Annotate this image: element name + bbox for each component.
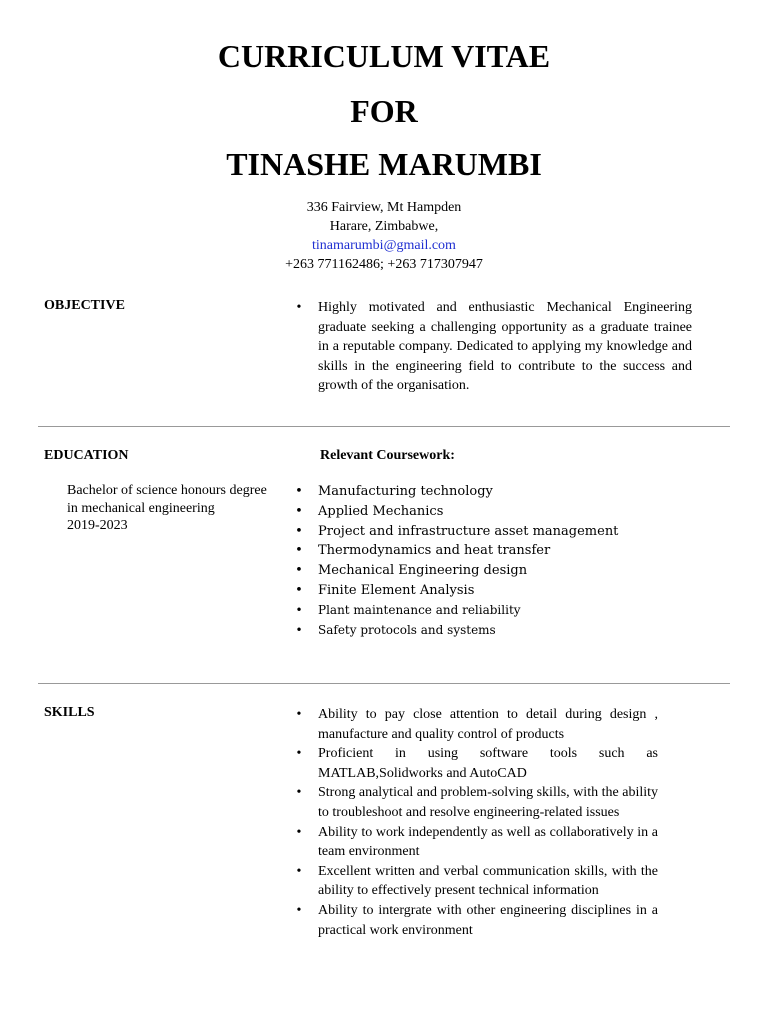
education-heading: EDUCATION: [44, 448, 129, 463]
bullet-icon: •: [295, 563, 303, 579]
objective-list: [294, 298, 692, 396]
coursework-title: Relevant Coursework:: [320, 448, 455, 463]
contact-block: [0, 198, 768, 274]
coursework-item: Project and infrastructure asset management: [318, 523, 619, 539]
list-item: [294, 581, 654, 601]
list-item: [294, 601, 654, 621]
skill-item: Strong analytical and problem-solving skills, with the ability to troubleshoot and resolve engineering-related issues: [318, 785, 658, 820]
degree-years: 2019-2023: [67, 518, 128, 533]
list-item: [294, 901, 658, 940]
objective-text: Highly motivated and enthusiastic Mechanical Engineering graduate seeking a challenging opportunity as a graduate trainee in a reputable company. Dedicated to applying my knowledge and skills in the engineering field to contribute to the success and growth of the organisation.: [318, 300, 692, 393]
address-line-2: Harare, Zimbabwe,: [329, 219, 439, 234]
skill-item: Ability to pay close attention to detail during design , manufacture and quality control of products: [318, 707, 658, 742]
list-item: [294, 823, 658, 862]
list-item: [294, 561, 654, 581]
list-item: [294, 522, 654, 542]
bullet-icon: •: [296, 902, 302, 918]
skills-heading: SKILLS: [44, 705, 95, 720]
coursework-item: Applied Mechanics: [318, 503, 444, 519]
coursework-list: [294, 482, 654, 640]
skill-item: Proficient in using software tools such as MATLAB,Solidworks and AutoCAD: [318, 746, 658, 781]
bullet-icon: •: [295, 523, 303, 539]
bullet-icon: •: [296, 746, 302, 762]
address-line-1: 336 Fairview, Mt Hampden: [306, 200, 462, 215]
bullet-icon: •: [296, 300, 302, 315]
bullet-icon: •: [296, 785, 302, 801]
bullet-icon: •: [296, 824, 302, 840]
email-link[interactable]: tinamarumbi@gmail.com: [312, 238, 456, 253]
degree-name: Bachelor of science honours degree in mechanical engineering: [67, 483, 267, 516]
title-for: FOR: [350, 93, 418, 129]
coursework-item: Manufacturing technology: [318, 484, 493, 499]
section-divider: [38, 683, 730, 684]
document-title: CURRICULUM VITAE: [217, 38, 551, 74]
skills-list: [294, 705, 658, 940]
bullet-icon: •: [295, 582, 303, 598]
bullet-icon: •: [296, 863, 302, 879]
phone-numbers: +263 771162486; +263 717307947: [285, 257, 483, 272]
degree-block: [67, 482, 267, 535]
coursework-item: Finite Element Analysis: [318, 582, 475, 598]
list-item: [294, 621, 654, 641]
bullet-icon: •: [295, 622, 303, 637]
coursework-item: Mechanical Engineering design: [318, 563, 528, 579]
list-item: [294, 502, 654, 522]
bullet-icon: •: [295, 503, 303, 519]
list-item: [294, 482, 654, 502]
list-item: [294, 705, 658, 744]
coursework-item: Thermodynamics and heat transfer: [318, 543, 551, 559]
list-item: [294, 744, 658, 783]
list-item: [294, 783, 658, 822]
bullet-icon: •: [295, 484, 303, 499]
candidate-name: TINASHE MARUMBI: [226, 146, 542, 182]
objective-item: [294, 298, 692, 396]
skill-item: Excellent written and verbal communication skills, with the ability to effectively present technical information: [318, 863, 658, 899]
objective-heading: OBJECTIVE: [44, 298, 125, 313]
bullet-icon: •: [295, 543, 303, 559]
skill-item: Ability to intergrate with other engineering disciplines in a practical work environment: [318, 902, 658, 938]
bullet-icon: •: [296, 707, 302, 722]
skill-item: Ability to work independently as well as collaboratively in a team environment: [318, 824, 658, 860]
coursework-item: Plant maintenance and reliability: [318, 602, 521, 617]
list-item: [294, 862, 658, 901]
list-item: [294, 541, 654, 561]
bullet-icon: •: [295, 602, 303, 617]
section-divider: [38, 426, 730, 427]
coursework-item: Safety protocols and systems: [318, 622, 496, 637]
